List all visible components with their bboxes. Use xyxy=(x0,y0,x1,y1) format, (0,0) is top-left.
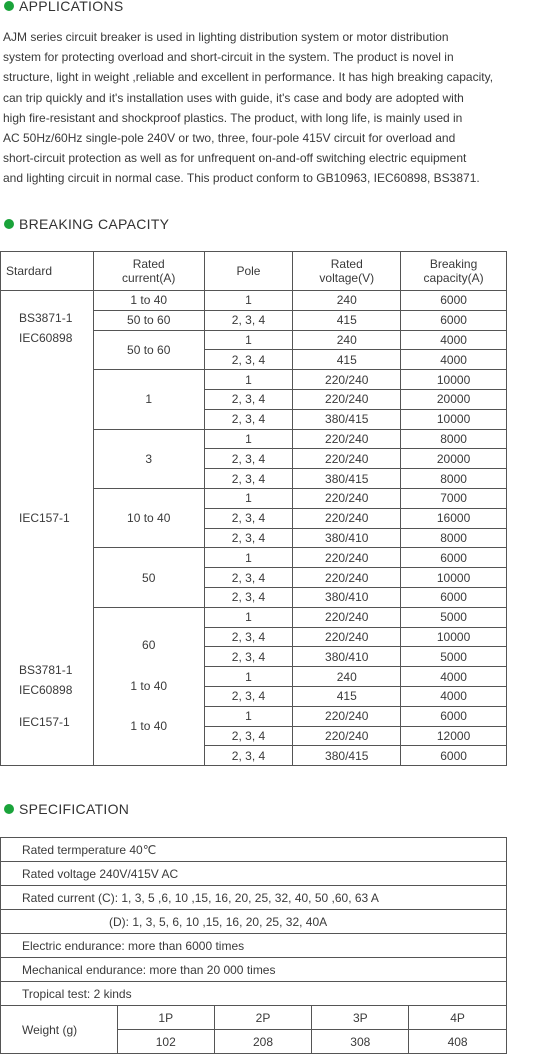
applications-heading xyxy=(4,0,123,15)
current-label: 1 to 40 xyxy=(130,678,168,693)
capacity-cell: 4000 xyxy=(401,686,507,706)
voltage-cell: 220/240 xyxy=(293,449,401,469)
spec-voltage: Rated voltage 240V/415V AC xyxy=(1,862,507,886)
pole-cell: 2, 3, 4 xyxy=(204,568,293,588)
capacity-cell: 5000 xyxy=(401,647,507,667)
voltage-cell: 380/415 xyxy=(293,469,401,489)
standard-label: IEC60898 xyxy=(19,683,73,697)
spec-current-d: (D): 1, 3, 5, 6, 10 ,15, 16, 20, 25, 32, 40A xyxy=(1,910,507,934)
capacity-cell: 6000 xyxy=(401,587,507,607)
capacity-cell: 8000 xyxy=(401,429,507,449)
spec-current-c: Rated current (C): 1, 3, 5 ,6, 10 ,15, 16, 20, 25, 32, 40, 50 ,60, 63 A xyxy=(1,886,507,910)
current-cell: 50 xyxy=(93,548,204,607)
paragraph-line: AJM series circuit breaker is used in lighting distribution system or motor distribution xyxy=(3,30,449,44)
pole-cell: 1 xyxy=(204,667,293,687)
capacity-cell: 10000 xyxy=(401,627,507,647)
pole-cell: 2, 3, 4 xyxy=(204,449,293,469)
paragraph-line: and lighting circuit in normal case. This product conform to GB10963, IEC60898, BS3871. xyxy=(3,171,480,186)
breaking-capacity-heading xyxy=(4,215,169,233)
pole-cell: 1 xyxy=(204,330,293,350)
weight-value: 408 xyxy=(409,1030,507,1054)
pole-cell: 2, 3, 4 xyxy=(204,686,293,706)
voltage-cell: 415 xyxy=(293,686,401,706)
capacity-cell: 10000 xyxy=(401,370,507,390)
header-rated-current: Rated current(A) xyxy=(93,252,204,291)
voltage-cell: 240 xyxy=(293,330,401,350)
voltage-cell: 380/410 xyxy=(293,587,401,607)
bullet-dot-icon xyxy=(4,1,14,11)
spec-mechanical-endurance: Mechanical endurance: more than 20 000 times xyxy=(1,958,507,982)
pole-cell: 2, 3, 4 xyxy=(204,469,293,489)
paragraph-line: system for protecting overload and short-circuit in the system. The product is novel in xyxy=(3,50,454,65)
spec-tropical-test: Tropical test: 2 kinds xyxy=(1,982,507,1006)
paragraph-line: short-circuit protection as well as for unfrequent on-and-off switching electric equipment xyxy=(3,151,467,166)
capacity-cell: 4000 xyxy=(401,330,507,350)
capacity-cell: 10000 xyxy=(401,409,507,429)
pole-cell: 2, 3, 4 xyxy=(204,746,293,766)
standard-label: IEC157-1 xyxy=(19,715,70,729)
capacity-cell: 7000 xyxy=(401,488,507,508)
pole-cell: 2, 3, 4 xyxy=(204,627,293,647)
section-title: BREAKING CAPACITY xyxy=(19,216,170,232)
capacity-cell: 20000 xyxy=(401,449,507,469)
voltage-cell: 220/240 xyxy=(293,508,401,528)
specification-table xyxy=(0,837,507,1054)
pole-header: 2P xyxy=(214,1006,312,1030)
voltage-cell: 415 xyxy=(293,350,401,370)
voltage-cell: 380/410 xyxy=(293,647,401,667)
pole-header: 3P xyxy=(312,1006,409,1030)
pole-cell: 1 xyxy=(204,548,293,568)
current-cell-group xyxy=(93,607,204,765)
spec-row xyxy=(1,910,507,934)
section-title: SPECIFICATION xyxy=(19,801,130,817)
pole-header: 4P xyxy=(409,1006,507,1030)
capacity-cell: 10000 xyxy=(401,568,507,588)
current-label: 60 xyxy=(142,637,156,652)
standard-label: BS3781-1 xyxy=(19,663,73,677)
current-cell: 1 xyxy=(93,370,204,429)
specification-heading xyxy=(4,800,129,818)
pole-cell: 1 xyxy=(204,291,293,311)
voltage-cell: 220/240 xyxy=(293,627,401,647)
weight-value: 208 xyxy=(214,1030,312,1054)
voltage-cell: 220/240 xyxy=(293,726,401,746)
standard-label: IEC157-1 xyxy=(19,511,70,525)
standard-cell xyxy=(1,291,94,766)
weight-label: Weight (g) xyxy=(1,1006,118,1054)
voltage-cell: 220/240 xyxy=(293,607,401,627)
bullet-dot-icon xyxy=(4,804,14,814)
pole-cell: 2, 3, 4 xyxy=(204,508,293,528)
standard-label: IEC60898 xyxy=(19,331,73,345)
header-pole: Pole xyxy=(204,252,293,291)
capacity-cell: 6000 xyxy=(401,746,507,766)
capacity-cell: 6000 xyxy=(401,291,507,311)
voltage-cell: 220/240 xyxy=(293,370,401,390)
pole-cell: 1 xyxy=(204,370,293,390)
paragraph-line: can trip quickly and it's installation uses with guide, it's case and body are adopted with xyxy=(3,90,464,105)
voltage-cell: 220/240 xyxy=(293,706,401,726)
current-cell: 50 to 60 xyxy=(93,330,204,370)
current-label: 1 to 40 xyxy=(130,718,168,733)
pole-cell: 2, 3, 4 xyxy=(204,726,293,746)
spec-row xyxy=(1,958,507,982)
capacity-cell: 20000 xyxy=(401,389,507,409)
pole-cell: 2, 3, 4 xyxy=(204,350,293,370)
voltage-cell: 220/240 xyxy=(293,548,401,568)
spec-row xyxy=(1,982,507,1006)
spec-row xyxy=(1,862,507,886)
voltage-cell: 415 xyxy=(293,310,401,330)
table-header-row xyxy=(1,252,507,291)
spec-row xyxy=(1,1006,507,1030)
capacity-cell: 5000 xyxy=(401,607,507,627)
capacity-cell: 6000 xyxy=(401,310,507,330)
voltage-cell: 220/240 xyxy=(293,429,401,449)
section-title: APPLICATIONS xyxy=(19,0,124,14)
capacity-cell: 16000 xyxy=(401,508,507,528)
capacity-cell: 12000 xyxy=(401,726,507,746)
paragraph-line: AC 50Hz/60Hz single-pole 240V or two, three, four-pole 415V circuit for overload and xyxy=(3,131,456,146)
capacity-cell: 6000 xyxy=(401,706,507,726)
pole-cell: 2, 3, 4 xyxy=(204,409,293,429)
pole-cell: 2, 3, 4 xyxy=(204,528,293,548)
pole-cell: 2, 3, 4 xyxy=(204,310,293,330)
capacity-cell: 4000 xyxy=(401,350,507,370)
current-cell: 1 to 40 xyxy=(93,291,204,311)
capacity-cell: 6000 xyxy=(401,548,507,568)
spec-electric-endurance: Electric endurance: more than 6000 times xyxy=(1,934,507,958)
spec-temperature: Rated termperature 40℃ xyxy=(1,838,507,862)
pole-cell: 2, 3, 4 xyxy=(204,587,293,607)
pole-cell: 2, 3, 4 xyxy=(204,389,293,409)
capacity-cell: 4000 xyxy=(401,667,507,687)
voltage-cell: 240 xyxy=(293,667,401,687)
header-breaking-capacity: Breaking capacity(A) xyxy=(401,252,507,291)
table-row xyxy=(1,291,507,311)
applications-paragraph xyxy=(3,27,545,189)
voltage-cell: 220/240 xyxy=(293,568,401,588)
pole-header: 1P xyxy=(117,1006,214,1030)
current-cell: 10 to 40 xyxy=(93,488,204,547)
voltage-cell: 220/240 xyxy=(293,488,401,508)
pole-cell: 2, 3, 4 xyxy=(204,647,293,667)
voltage-cell: 380/410 xyxy=(293,528,401,548)
paragraph-line: structure, light in weight ,reliable and excellent in performance. It has high breaking capacity, xyxy=(3,70,494,85)
spec-row xyxy=(1,934,507,958)
capacity-cell: 8000 xyxy=(401,528,507,548)
spec-row xyxy=(1,886,507,910)
pole-cell: 1 xyxy=(204,706,293,726)
weight-value: 102 xyxy=(117,1030,214,1054)
breaking-capacity-table xyxy=(0,251,507,766)
voltage-cell: 380/415 xyxy=(293,746,401,766)
bullet-dot-icon xyxy=(4,219,14,229)
header-rated-voltage: Rated voltage(V) xyxy=(293,252,401,291)
voltage-cell: 240 xyxy=(293,291,401,311)
current-cell: 50 to 60 xyxy=(93,310,204,330)
standard-label: BS3871-1 xyxy=(19,311,73,325)
weight-value: 308 xyxy=(312,1030,409,1054)
voltage-cell: 380/415 xyxy=(293,409,401,429)
capacity-cell: 8000 xyxy=(401,469,507,489)
pole-cell: 1 xyxy=(204,607,293,627)
spec-row xyxy=(1,838,507,862)
pole-cell: 1 xyxy=(204,429,293,449)
pole-cell: 1 xyxy=(204,488,293,508)
voltage-cell: 220/240 xyxy=(293,389,401,409)
current-cell: 3 xyxy=(93,429,204,488)
header-standard: Stardard xyxy=(1,252,94,291)
paragraph-line: high fire-resistant and shockproof plastics. The product, with long life, is mainly used in xyxy=(3,110,463,125)
